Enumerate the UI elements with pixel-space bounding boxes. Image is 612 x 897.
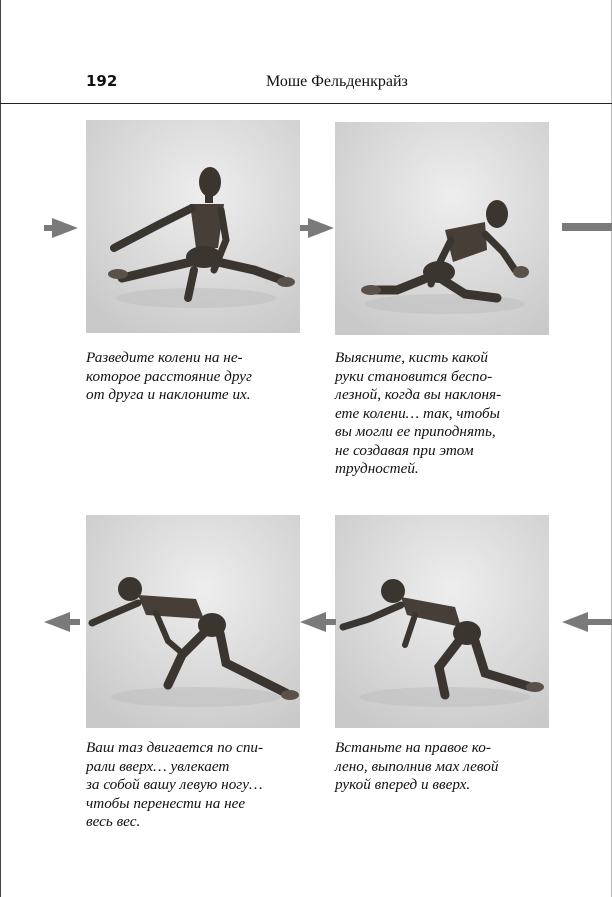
arrow-left-icon xyxy=(562,612,612,632)
caption-line: руки становится беспо- xyxy=(335,367,493,385)
photo-step-3 xyxy=(335,515,549,728)
arrow-right-icon xyxy=(44,218,80,238)
caption-step-4 xyxy=(86,739,263,832)
header-rule xyxy=(0,103,612,104)
wooden-mannequin-tilt-icon xyxy=(335,122,549,335)
page-number: 192 xyxy=(86,72,118,90)
wooden-mannequin-kneel-icon xyxy=(335,515,549,728)
caption-line: вы могли ее приподнять, xyxy=(335,423,496,440)
caption-line: Встаньте на правое ко- xyxy=(335,739,491,756)
caption-line: лезной, когда вы наклоня- xyxy=(335,386,502,403)
caption-line: Ваш таз двигается по спи- xyxy=(86,739,264,756)
running-header-author: Моше Фельденкрайз xyxy=(266,73,408,90)
wooden-mannequin-spiral-icon xyxy=(86,515,300,728)
wooden-mannequin-sitting-icon xyxy=(86,120,300,333)
photo-step-4 xyxy=(86,515,300,728)
caption-line: весь вес. xyxy=(86,813,141,830)
photo-step-1 xyxy=(86,120,300,333)
arrow-left-icon xyxy=(44,612,80,632)
caption-line: рали вверх… увлекает xyxy=(86,757,230,775)
page-left-edge xyxy=(0,0,1,897)
caption-line: Выясните, кисть какой xyxy=(335,349,488,366)
caption-line: Разведите колени на не- xyxy=(86,349,243,366)
caption-line: которое расстояние друг xyxy=(86,367,252,385)
photo-step-2 xyxy=(335,122,549,335)
caption-line: не создавая при этом xyxy=(335,441,474,459)
caption-step-3 xyxy=(335,739,498,795)
caption-line: трудностей. xyxy=(335,460,419,477)
caption-step-1 xyxy=(86,349,252,405)
continuation-bar-icon xyxy=(562,223,612,231)
caption-line: от друга и наклоните их. xyxy=(86,386,251,403)
caption-line: за собой вашу левую ногу… xyxy=(86,776,263,793)
arrow-right-icon xyxy=(300,218,336,238)
caption-step-2 xyxy=(335,349,501,479)
caption-line: ете колени… так, чтобы xyxy=(335,404,500,422)
caption-line: чтобы перенести на нее xyxy=(86,794,246,812)
caption-line: рукой вперед и вверх. xyxy=(335,776,471,793)
caption-line: лено, выполнив мах левой xyxy=(335,757,499,775)
arrow-left-icon xyxy=(300,612,336,632)
